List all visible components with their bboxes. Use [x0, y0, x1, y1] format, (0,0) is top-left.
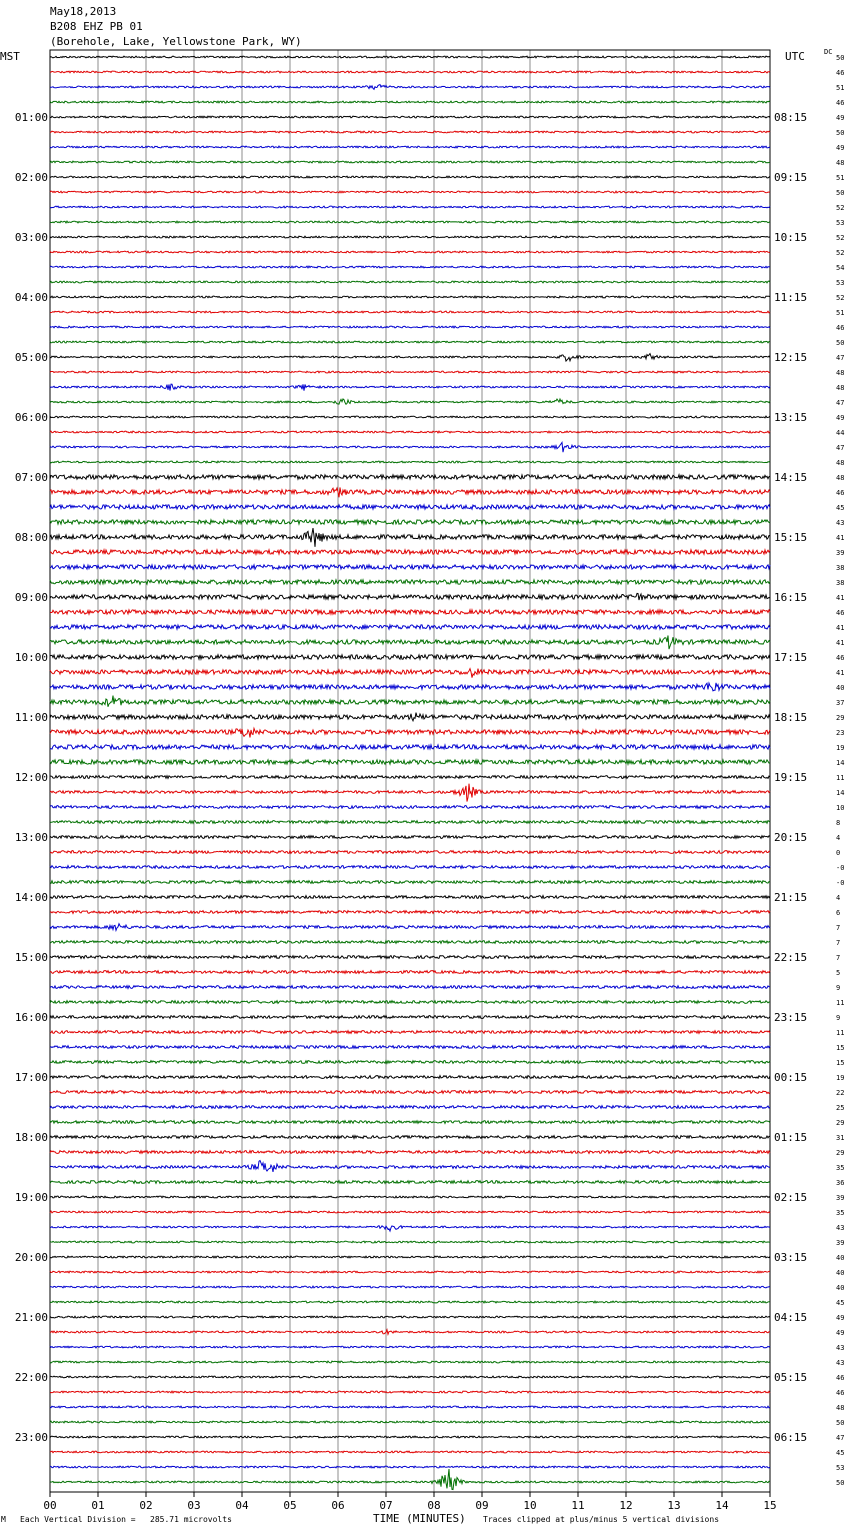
trace-line	[50, 1061, 770, 1064]
right-hour-label: 20:15	[774, 831, 808, 844]
left-hour-label: 04:00	[14, 291, 48, 304]
trace-line	[50, 1271, 770, 1273]
trace-line	[50, 1256, 770, 1258]
dc-offset-label: 54	[836, 264, 845, 272]
trace-line	[50, 296, 770, 298]
trace-line	[50, 1016, 770, 1019]
trace-line	[50, 487, 770, 497]
dc-offset-label: 46	[836, 1389, 845, 1397]
left-hour-label: 19:00	[14, 1191, 48, 1204]
dc-offset-label: 53	[836, 1464, 845, 1472]
dc-offset-label: 0	[836, 849, 841, 857]
dc-offset-label: 47	[836, 399, 845, 407]
x-tick-label: 03	[187, 1499, 201, 1512]
dc-offset-label: 40	[836, 1269, 845, 1277]
trace-line	[50, 1469, 770, 1489]
trace-line	[50, 1151, 770, 1154]
trace-line	[50, 116, 770, 118]
trace-line	[50, 236, 770, 238]
trace-line	[50, 146, 770, 148]
dc-offset-label: 48	[836, 1404, 845, 1412]
left-hour-label: 14:00	[14, 891, 48, 904]
trace-line	[50, 505, 770, 509]
left-hour-label: 01:00	[14, 111, 48, 124]
trace-line	[50, 1466, 770, 1468]
x-tick-label: 15	[763, 1499, 777, 1512]
left-hour-label: 18:00	[14, 1131, 48, 1144]
dc-offset-label: 46	[836, 654, 845, 662]
trace-line	[50, 56, 770, 58]
trace-line	[50, 1286, 770, 1288]
trace-line	[50, 384, 770, 390]
dc-offset-label: 7	[836, 924, 841, 932]
trace-line	[50, 836, 770, 839]
trace-line	[50, 475, 770, 479]
left-hour-label: 15:00	[14, 951, 48, 964]
right-hour-label: 10:15	[774, 231, 808, 244]
dc-offset-label: 47	[836, 444, 845, 452]
dc-offset-label: 46	[836, 324, 845, 332]
trace-line	[50, 191, 770, 193]
dc-offset-label: 50	[836, 339, 845, 347]
dc-offset-label: 41	[836, 639, 845, 647]
trace-line	[50, 1376, 770, 1378]
trace-line	[50, 776, 770, 779]
trace-line	[50, 866, 770, 869]
dc-offset-label: 41	[836, 669, 845, 677]
trace-line	[50, 1091, 770, 1094]
dc-offset-label: 50	[836, 189, 845, 197]
trace-line	[50, 655, 770, 659]
dc-offset-label: 41	[836, 594, 845, 602]
left-hour-label: 13:00	[14, 831, 48, 844]
dc-offset-label: 7	[836, 954, 841, 962]
dc-offset-label: 31	[836, 1134, 845, 1142]
trace-line	[50, 176, 770, 178]
x-tick-label: 09	[475, 1499, 489, 1512]
trace-line	[50, 71, 770, 73]
chart-station: B208 EHZ PB 01	[50, 20, 143, 33]
trace-line	[50, 1121, 770, 1124]
x-tick-label: 10	[523, 1499, 537, 1512]
left-hour-label: 20:00	[14, 1251, 48, 1264]
left-hour-label: 06:00	[14, 411, 48, 424]
trace-line	[50, 683, 770, 691]
dc-offset-label: 8	[836, 819, 841, 827]
dc-offset-label: 51	[836, 309, 845, 317]
trace-line	[50, 251, 770, 253]
trace-line	[50, 520, 770, 524]
right-hour-label: 14:15	[774, 471, 808, 484]
corner-mark: M	[1, 1515, 6, 1524]
trace-line	[50, 371, 770, 373]
dc-offset-label: 37	[836, 699, 845, 707]
dc-offset-label: 9	[836, 984, 841, 992]
trace-line	[50, 1211, 770, 1213]
trace-line	[50, 1361, 770, 1363]
dc-offset-label: 48	[836, 369, 845, 377]
trace-line	[50, 1436, 770, 1438]
trace-line	[50, 85, 770, 90]
trace-line	[50, 924, 770, 931]
trace-line	[50, 1301, 770, 1303]
trace-line	[50, 1031, 770, 1034]
dc-label: DC	[824, 48, 833, 56]
dc-offset-label: 40	[836, 1254, 845, 1262]
dc-offset-label: 50	[836, 54, 845, 62]
trace-line	[50, 1046, 770, 1049]
dc-offset-label: -0	[836, 879, 845, 887]
x-tick-label: 14	[715, 1499, 729, 1512]
left-hour-label: 03:00	[14, 231, 48, 244]
left-hour-label: 02:00	[14, 171, 48, 184]
clip-note: Traces clipped at plus/minus 5 vertical divisions	[483, 1515, 720, 1524]
chart-date: May18,2013	[50, 5, 117, 18]
dc-offset-label: 50	[836, 129, 845, 137]
right-hour-label: 15:15	[774, 531, 808, 544]
right-hour-label: 01:15	[774, 1131, 808, 1144]
right-hour-label: 13:15	[774, 411, 808, 424]
right-hour-label: 02:15	[774, 1191, 808, 1204]
dc-offset-label: 45	[836, 1449, 845, 1457]
trace-line	[50, 896, 770, 899]
x-tick-label: 01	[91, 1499, 105, 1512]
right-hour-label: 08:15	[774, 111, 808, 124]
dc-offset-label: 23	[836, 729, 845, 737]
trace-line	[50, 1106, 770, 1109]
dc-offset-label: 53	[836, 279, 845, 287]
scale-prefix: Each Vertical Division =	[20, 1515, 136, 1524]
trace-line	[50, 745, 770, 749]
dc-offset-label: 46	[836, 99, 845, 107]
trace-line	[50, 1196, 770, 1198]
dc-offset-label: 6	[836, 909, 841, 917]
dc-offset-label: 11	[836, 774, 845, 782]
trace-line	[50, 1451, 770, 1453]
trace-line	[50, 266, 770, 268]
trace-line	[50, 635, 770, 649]
trace-line	[50, 341, 770, 343]
left-hour-label: 08:00	[14, 531, 48, 544]
dc-offset-label: 43	[836, 1359, 845, 1367]
right-hour-label: 09:15	[774, 171, 808, 184]
dc-offset-label: 36	[836, 1179, 845, 1187]
dc-offset-label: 5	[836, 969, 841, 977]
trace-line	[50, 821, 770, 824]
dc-offset-label: 15	[836, 1059, 845, 1067]
right-hour-label: 16:15	[774, 591, 808, 604]
trace-line	[50, 696, 770, 707]
dc-offset-label: 4	[836, 894, 841, 902]
trace-line	[50, 956, 770, 959]
dc-offset-label: 19	[836, 1074, 845, 1082]
trace-line	[50, 221, 770, 223]
dc-offset-label: 51	[836, 174, 845, 182]
dc-offset-label: 53	[836, 219, 845, 227]
trace-line	[50, 326, 770, 328]
trace-line	[50, 784, 770, 802]
x-tick-label: 07	[379, 1499, 393, 1512]
x-tick-label: 04	[235, 1499, 249, 1512]
dc-offset-label: 29	[836, 714, 845, 722]
dc-offset-label: 49	[836, 1329, 845, 1337]
dc-offset-label: 14	[836, 759, 845, 767]
trace-line	[50, 416, 770, 418]
trace-line	[50, 1241, 770, 1243]
dc-offset-label: 39	[836, 1194, 845, 1202]
right-hour-label: 03:15	[774, 1251, 808, 1264]
trace-line	[50, 431, 770, 433]
right-hour-label: 11:15	[774, 291, 808, 304]
dc-offset-label: 35	[836, 1209, 845, 1217]
dc-offset-label: 35	[836, 1164, 845, 1172]
trace-line	[50, 1226, 770, 1231]
x-tick-label: 06	[331, 1499, 345, 1512]
right-hour-label: 17:15	[774, 651, 808, 664]
trace-line	[50, 728, 770, 737]
right-hour-label: 19:15	[774, 771, 808, 784]
left-hour-label: 22:00	[14, 1371, 48, 1384]
left-hour-label: 12:00	[14, 771, 48, 784]
plot-frame	[50, 50, 770, 1492]
dc-offset-label: 11	[836, 999, 845, 1007]
dc-offset-label: 38	[836, 579, 845, 587]
dc-offset-label: 40	[836, 1284, 845, 1292]
trace-line	[50, 1076, 770, 1079]
trace-line	[50, 1316, 770, 1318]
right-hour-label: 04:15	[774, 1311, 808, 1324]
dc-offset-label: 38	[836, 564, 845, 572]
trace-line	[50, 713, 770, 721]
trace-line	[50, 669, 770, 678]
dc-offset-label: 46	[836, 489, 845, 497]
trace-line	[50, 565, 770, 569]
dc-offset-label: 49	[836, 144, 845, 152]
dc-offset-label: 46	[836, 69, 845, 77]
trace-line	[50, 281, 770, 283]
dc-offset-label: 50	[836, 1419, 845, 1427]
trace-line	[50, 101, 770, 103]
dc-offset-label: 44	[836, 429, 845, 437]
trace-line	[50, 1181, 770, 1184]
x-tick-label: 02	[139, 1499, 153, 1512]
dc-offset-label: 29	[836, 1149, 845, 1157]
right-hour-label: 05:15	[774, 1371, 808, 1384]
dc-offset-label: 4	[836, 834, 841, 842]
trace-line	[50, 550, 770, 554]
trace-line	[50, 986, 770, 989]
dc-offset-label: 52	[836, 249, 845, 257]
right-hour-label: 22:15	[774, 951, 808, 964]
x-tick-label: 05	[283, 1499, 297, 1512]
trace-line	[50, 161, 770, 163]
trace-line	[50, 806, 770, 809]
x-axis-title: TIME (MINUTES)	[373, 1512, 466, 1525]
dc-offset-label: 41	[836, 534, 845, 542]
trace-line	[50, 593, 770, 600]
trace-line	[50, 1161, 770, 1172]
right-hour-label: 00:15	[774, 1071, 808, 1084]
trace-line	[50, 1391, 770, 1393]
left-hour-label: 11:00	[14, 711, 48, 724]
trace-line	[50, 1001, 770, 1004]
x-tick-label: 12	[619, 1499, 633, 1512]
x-tick-label: 13	[667, 1499, 681, 1512]
dc-offset-label: 46	[836, 1374, 845, 1382]
dc-offset-label: 48	[836, 384, 845, 392]
left-hour-label: 21:00	[14, 1311, 48, 1324]
dc-offset-label: 51	[836, 84, 845, 92]
dc-offset-label: 40	[836, 684, 845, 692]
dc-offset-label: 41	[836, 624, 845, 632]
trace-line	[50, 971, 770, 974]
dc-offset-label: 11	[836, 1029, 845, 1037]
dc-offset-label: 46	[836, 609, 845, 617]
trace-line	[50, 881, 770, 884]
trace-line	[50, 206, 770, 208]
dc-offset-label: 47	[836, 354, 845, 362]
trace-line	[50, 1136, 770, 1139]
right-hour-label: 23:15	[774, 1011, 808, 1024]
dc-offset-label: 52	[836, 234, 845, 242]
dc-offset-label: 49	[836, 414, 845, 422]
trace-line	[50, 399, 770, 404]
dc-offset-label: 49	[836, 1314, 845, 1322]
dc-offset-label: 45	[836, 1299, 845, 1307]
trace-line	[50, 1330, 770, 1334]
scale-value: 285.71 microvolts	[150, 1515, 232, 1524]
trace-line	[50, 610, 770, 614]
left-hour-label: 16:00	[14, 1011, 48, 1024]
dc-offset-label: 48	[836, 474, 845, 482]
dc-offset-label: 14	[836, 789, 845, 797]
dc-offset-label: 47	[836, 1434, 845, 1442]
x-tick-label: 11	[571, 1499, 585, 1512]
dc-offset-label: 45	[836, 504, 845, 512]
dc-offset-label: 19	[836, 744, 845, 752]
right-hour-label: 06:15	[774, 1431, 808, 1444]
trace-line	[50, 311, 770, 313]
dc-offset-label: 39	[836, 549, 845, 557]
trace-line	[50, 941, 770, 944]
dc-offset-label: -0	[836, 864, 845, 872]
dc-offset-label: 39	[836, 1239, 845, 1247]
dc-offset-label: 48	[836, 459, 845, 467]
trace-line	[50, 760, 770, 764]
left-hour-label: 17:00	[14, 1071, 48, 1084]
right-hour-label: 21:15	[774, 891, 808, 904]
dc-offset-label: 48	[836, 159, 845, 167]
dc-offset-label: 25	[836, 1104, 845, 1112]
trace-line	[50, 625, 770, 629]
dc-offset-label: 29	[836, 1119, 845, 1127]
dc-offset-label: 52	[836, 204, 845, 212]
dc-offset-label: 43	[836, 519, 845, 527]
left-hour-label: 09:00	[14, 591, 48, 604]
trace-line	[50, 1406, 770, 1408]
right-hour-label: 12:15	[774, 351, 808, 364]
trace-line	[50, 131, 770, 133]
x-tick-label: 00	[43, 1499, 57, 1512]
dc-offset-label: 52	[836, 294, 845, 302]
dc-offset-label: 49	[836, 114, 845, 122]
left-hour-label: 10:00	[14, 651, 48, 664]
trace-line	[50, 1421, 770, 1423]
chart-location: (Borehole, Lake, Yellowstone Park, WY)	[50, 35, 302, 48]
x-tick-label: 08	[427, 1499, 441, 1512]
trace-line	[50, 461, 770, 463]
dc-offset-label: 7	[836, 939, 841, 947]
left-hour-label: 07:00	[14, 471, 48, 484]
trace-line	[50, 442, 770, 452]
trace-line	[50, 528, 770, 547]
left-hour-label: 23:00	[14, 1431, 48, 1444]
trace-line	[50, 1346, 770, 1348]
dc-offset-label: 22	[836, 1089, 845, 1097]
dc-offset-label: 10	[836, 804, 845, 812]
dc-offset-label: 9	[836, 1014, 841, 1022]
trace-line	[50, 354, 770, 361]
dc-offset-label: 43	[836, 1224, 845, 1232]
dc-offset-label: 15	[836, 1044, 845, 1052]
left-hour-label: 05:00	[14, 351, 48, 364]
trace-line	[50, 580, 770, 584]
left-timezone: MST	[0, 50, 20, 63]
trace-line	[50, 911, 770, 914]
trace-line	[50, 851, 770, 854]
right-hour-label: 18:15	[774, 711, 808, 724]
right-timezone: UTC	[785, 50, 805, 63]
dc-offset-label: 50	[836, 1479, 845, 1487]
dc-offset-label: 43	[836, 1344, 845, 1352]
